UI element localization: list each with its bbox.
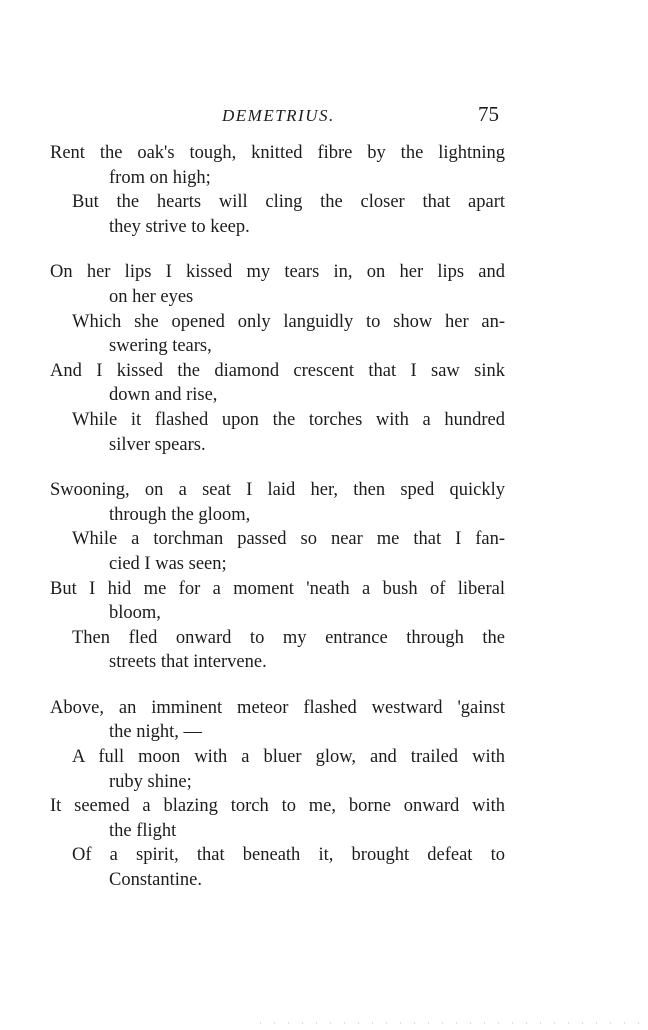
poem-line: bloom, — [109, 603, 161, 624]
poem-line: through the gloom, — [109, 504, 251, 525]
page-number: 75 — [478, 102, 499, 126]
poem-line: Of a spirit, that beneath it, brought defeat to — [72, 845, 505, 866]
poem-line: the flight — [109, 820, 177, 841]
poem-line: On her lips I kissed my tears in, on her lips and — [50, 262, 505, 283]
poem-line: on her eyes — [109, 286, 194, 307]
poem-line: silver spears. — [109, 434, 206, 455]
poem-line: Rent the oak's tough, knitted fibre by the lightning — [50, 143, 505, 163]
poem-line: Above, an imminent meteor flashed westward 'gainst — [50, 697, 505, 718]
poem-line: Which she opened only languidly to show her an- — [72, 311, 505, 332]
poem-body — [50, 141, 505, 914]
poem-line: And I kissed the diamond crescent that I saw sink — [50, 360, 505, 381]
poem-line: But I hid me for a moment 'neath a bush of liberal — [50, 578, 505, 599]
poem-line: It seemed a blazing torch to me, borne onward with — [50, 796, 505, 817]
stanza — [50, 696, 505, 893]
poem-line: Swooning, on a seat I laid her, then sped quickly — [50, 480, 505, 501]
poem-line: A full moon with a bluer glow, and trailed with — [72, 747, 505, 768]
scan-specks — [260, 1022, 640, 1024]
poem-line: the night, — — [109, 722, 203, 743]
stanza — [50, 141, 505, 239]
poem-line: streets that intervene. — [109, 652, 267, 673]
poem-line: But the hearts will cling the closer that apart — [72, 192, 505, 213]
running-title: DEMETRIUS. — [222, 106, 335, 125]
stanza — [50, 478, 505, 675]
running-head — [0, 102, 648, 132]
poem-line: cied I was seen; — [109, 553, 227, 574]
poem-line: While it flashed upon the torches with a hundred — [72, 409, 505, 430]
poem-line: Constantine. — [109, 870, 203, 891]
poem-line: swering tears, — [109, 336, 212, 357]
poem-line: Then fled onward to my entrance through the — [72, 627, 505, 648]
poem-line: down and rise, — [109, 385, 218, 406]
poem-line: from on high; — [109, 167, 211, 188]
stanza — [50, 260, 505, 457]
poem-line: While a torchman passed so near me that I fan- — [72, 529, 505, 550]
poem-line: they strive to keep. — [109, 216, 250, 237]
poem-line: ruby shine; — [109, 771, 192, 792]
